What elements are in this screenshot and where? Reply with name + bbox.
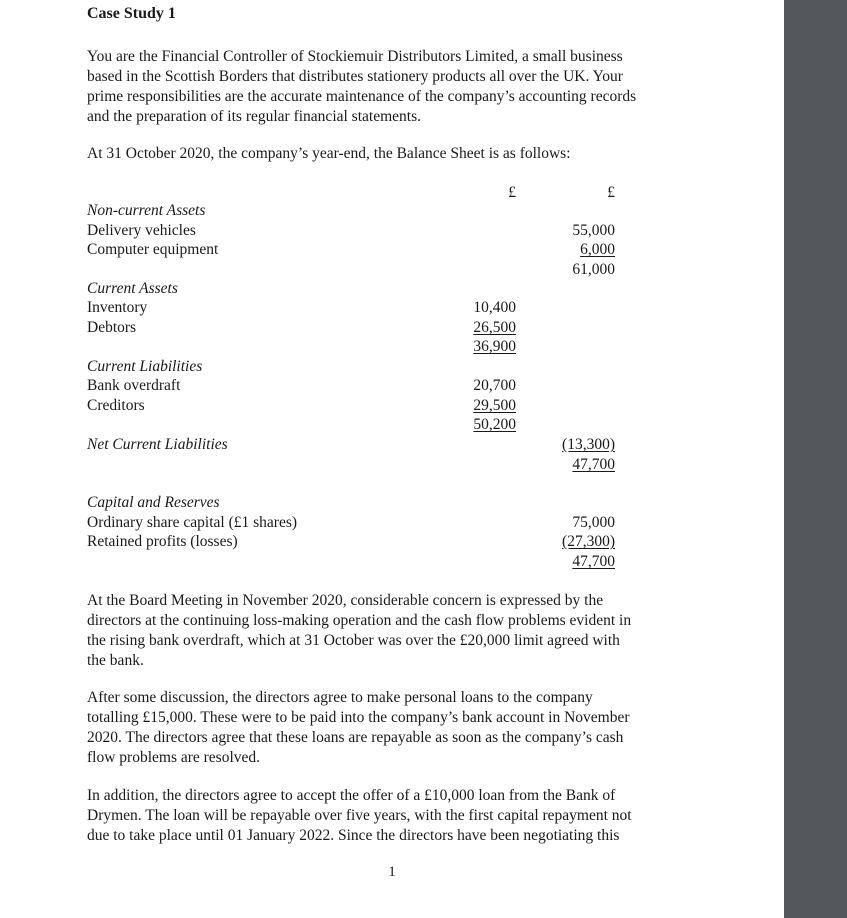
text-line: In addition, the directors agree to accept the offer of a £10,000 loan from the Bank of — [87, 787, 616, 804]
share-capital-label: Ordinary share capital (£1 shares) — [87, 514, 298, 531]
inventory-value: 10,400 — [473, 299, 516, 316]
underlined-value: 47,700 — [572, 456, 615, 473]
text-line: and the preparation of its regular financial statements. — [87, 108, 421, 125]
creditors-label: Creditors — [87, 397, 145, 414]
underlined-value: 47,700 — [572, 553, 615, 570]
text-line: flow problems are resolved. — [87, 749, 261, 766]
text-line: the bank. — [87, 652, 144, 669]
page-number: 1 — [388, 864, 396, 880]
capital-reserves-heading: Capital and Reserves — [87, 494, 220, 511]
bank-loan-paragraph — [87, 786, 692, 846]
current-liabilities-total — [436, 415, 516, 435]
underlined-value: 50,200 — [473, 416, 516, 433]
delivery-vehicles-value: 55,000 — [572, 222, 615, 239]
text-line: After some discussion, the directors agree to make personal loans to the company — [87, 689, 593, 706]
net-assets-total — [535, 455, 615, 475]
text-line: the rising bank overdraft, which at 31 October was over the £20,000 limit agreed with — [87, 632, 620, 649]
text-line: At the Board Meeting in November 2020, considerable concern is expressed by the — [87, 592, 604, 609]
underlined-value: (27,300) — [562, 533, 615, 550]
net-current-liabilities-label: Net Current Liabilities — [87, 436, 228, 453]
board-meeting-paragraph — [87, 591, 692, 671]
text-line: totalling £15,000. These were to be paid into the company’s bank account in November — [87, 709, 630, 726]
bank-overdraft-value: 20,700 — [473, 377, 516, 394]
text-line: Drymen. The loan will be repayable over five years, with the first capital repayment not — [87, 807, 632, 824]
non-current-total: 61,000 — [572, 261, 615, 278]
debtors-value — [436, 318, 516, 338]
debtors-label: Debtors — [87, 319, 137, 336]
underlined-value: 26,500 — [473, 319, 516, 336]
bank-overdraft-label: Bank overdraft — [87, 377, 181, 394]
text-line: due to take place until 01 January 2022. Since the directors have been negotiating this — [87, 827, 620, 844]
current-liabilities-heading: Current Liabilities — [87, 358, 203, 375]
share-capital-value: 75,000 — [572, 514, 615, 531]
non-current-assets-heading: Non-current Assets — [87, 202, 206, 219]
balance-sheet-intro: At 31 October 2020, the company’s year-end, the Balance Sheet is as follows: — [87, 145, 571, 162]
text-line: directors at the continuing loss-making operation and the cash flow problems evident in — [87, 612, 632, 629]
delivery-vehicles-label: Delivery vehicles — [87, 222, 196, 239]
viewer-scroll-area[interactable] — [784, 0, 847, 918]
retained-profits-label: Retained profits (losses) — [87, 533, 238, 550]
intro-paragraph — [87, 47, 692, 127]
text-line: You are the Financial Controller of Stockiemuir Distributors Limited, a small business — [87, 48, 623, 65]
column-header-pounds: £ — [508, 184, 516, 201]
computer-equipment-label: Computer equipment — [87, 241, 219, 258]
text-line: 2020. The directors agree that these loans are repayable as soon as the company’s cash — [87, 729, 624, 746]
computer-equipment-value — [535, 240, 615, 260]
inventory-label: Inventory — [87, 299, 148, 316]
directors-loans-paragraph — [87, 688, 692, 768]
underlined-value: (13,300) — [562, 436, 615, 453]
underlined-value: 6,000 — [580, 241, 615, 258]
retained-profits-value — [535, 532, 615, 552]
text-line: based in the Scottish Borders that distributes stationery products all over the UK. Your — [87, 68, 623, 85]
underlined-value: 36,900 — [473, 338, 516, 355]
net-current-liabilities-value — [535, 435, 615, 455]
creditors-value — [436, 396, 516, 416]
case-study-title: Case Study 1 — [87, 5, 176, 22]
capital-total — [535, 552, 615, 572]
underlined-value: 29,500 — [473, 397, 516, 414]
current-assets-total — [436, 337, 516, 357]
column-header-pounds: £ — [607, 184, 615, 201]
current-assets-heading: Current Assets — [87, 280, 178, 297]
text-line: prime responsibilities are the accurate maintenance of the company’s accounting records — [87, 88, 637, 105]
